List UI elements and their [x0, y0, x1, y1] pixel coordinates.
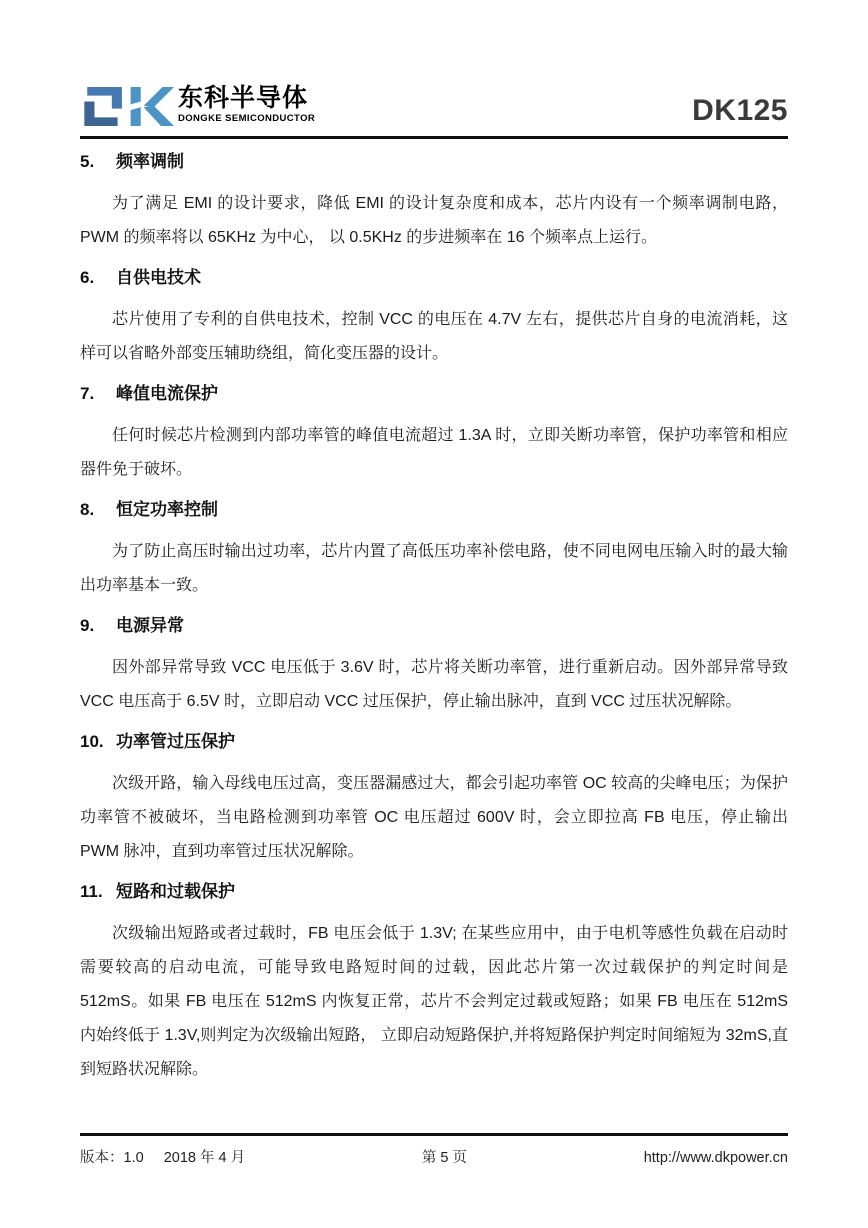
- section-heading: [80, 615, 788, 637]
- section-heading: [80, 151, 788, 173]
- part-number: DK125: [692, 94, 788, 127]
- section-heading: [80, 383, 788, 405]
- company-name-en: DONGKE SEMICONDUCTOR: [178, 112, 316, 124]
- page-footer: [80, 1133, 788, 1167]
- section-constant-power-control: [80, 499, 788, 603]
- section-title: 短路和过载保护: [116, 882, 235, 901]
- dk-logo-k-bar-bottom: [131, 107, 141, 126]
- section-paragraph: 次级输出短路或者过载时，FB 电压会低于 1.3V; 在某些应用中，由于电机等感性负载在启动时需要较高的启动电流，可能导致电路短时间的过载，因此芯片第一次过载保护的判定时间是 512mS。如果 FB 电压在 512mS 内恢复正常，芯片不会判定过载或短路；如果 FB 电压在 512mS 内始终低于 1.3V,则判定为次级输出短路， 立即启动短路保护,并将短路保护判定时间缩短为 32mS,直到短路状况解除。: [80, 925, 788, 1078]
- dk-logo-k-arm-down: [144, 106, 174, 126]
- dk-logo-k-bar-top: [131, 87, 141, 104]
- company-name-block: [178, 84, 315, 124]
- footer-page-number: 第 5 页: [421, 1150, 467, 1166]
- section-number: 5.: [80, 152, 95, 171]
- section-title: 自供电技术: [116, 268, 201, 287]
- section-title: 恒定功率控制: [116, 500, 218, 519]
- section-title: 频率调制: [116, 152, 184, 171]
- section-heading: [80, 267, 788, 289]
- section-paragraph: 任何时候芯片检测到内部功率管的峰值电流超过 1.3A 时，立即关断功率管，保护功率管和相应器件免于破坏。: [80, 427, 788, 478]
- section-title: 电源异常: [116, 616, 184, 635]
- section-heading: [80, 731, 788, 753]
- section-paragraph: 为了防止高压时输出过功率，芯片内置了高低压功率补偿电路，使不同电网电压输入时的最大输出功率基本一致。: [80, 543, 788, 594]
- section-heading: [80, 881, 788, 903]
- footer-version-block: [80, 1146, 245, 1167]
- section-short-circuit-overload-protection: [80, 881, 788, 1087]
- footer-website-link[interactable]: http://www.dkpower.cn: [643, 1150, 788, 1166]
- section-paragraph: 因外部异常导致 VCC 电压低于 3.6V 时，芯片将关断功率管，进行重新启动。因外部异常导致 VCC 电压高于 6.5V 时，立即启动 VCC 过压保护，停止输出脉冲，直到 VCC 过压状况解除。: [80, 659, 788, 710]
- section-number: 11.: [80, 882, 103, 901]
- section-frequency-modulation: [80, 151, 788, 255]
- company-logo: [80, 84, 315, 129]
- section-number: 6.: [80, 268, 95, 287]
- dk-logo-mark: [80, 84, 174, 129]
- section-power-abnormality: [80, 615, 788, 719]
- section-paragraph: 为了满足 EMI 的设计要求，降低 EMI 的设计复杂度和成本，芯片内设有一个频率调制电路，PWM 的频率将以 65KHz 为中心， 以 0.5KHz 的步进频率在 16 个频率点上运行。: [80, 195, 788, 246]
- company-name-cn: 东科半导体: [178, 84, 309, 112]
- section-mosfet-overvoltage-protection: [80, 731, 788, 869]
- section-number: 9.: [80, 616, 95, 635]
- section-peak-current-protection: [80, 383, 788, 487]
- section-paragraph: 芯片使用了专利的自供电技术，控制 VCC 的电压在 4.7V 左右，提供芯片自身的电流消耗，这样可以省略外部变压辅助绕组，简化变压器的设计。: [80, 311, 788, 362]
- section-number: 8.: [80, 500, 95, 519]
- page-header: [80, 0, 788, 139]
- section-heading: [80, 499, 788, 521]
- section-title: 峰值电流保护: [116, 384, 218, 403]
- section-paragraph: 次级开路，输入母线电压过高，变压器漏感过大，都会引起功率管 OC 较高的尖峰电压；为保护功率管不被破坏，当电路检测到功率管 OC 电压超过 600V 时，会立即拉高 FB 电压，停止输出 PWM 脉冲，直到功率管过压状况解除。: [80, 775, 788, 860]
- section-number: 10.: [80, 732, 104, 751]
- footer-version: 版本：1.0: [80, 1150, 144, 1166]
- section-number: 7.: [80, 384, 95, 403]
- section-title: 功率管过压保护: [116, 732, 235, 751]
- section-self-power: [80, 267, 788, 371]
- dk-logo-k-arm-up: [144, 87, 174, 107]
- footer-date: 2018 年 4 月: [163, 1150, 246, 1166]
